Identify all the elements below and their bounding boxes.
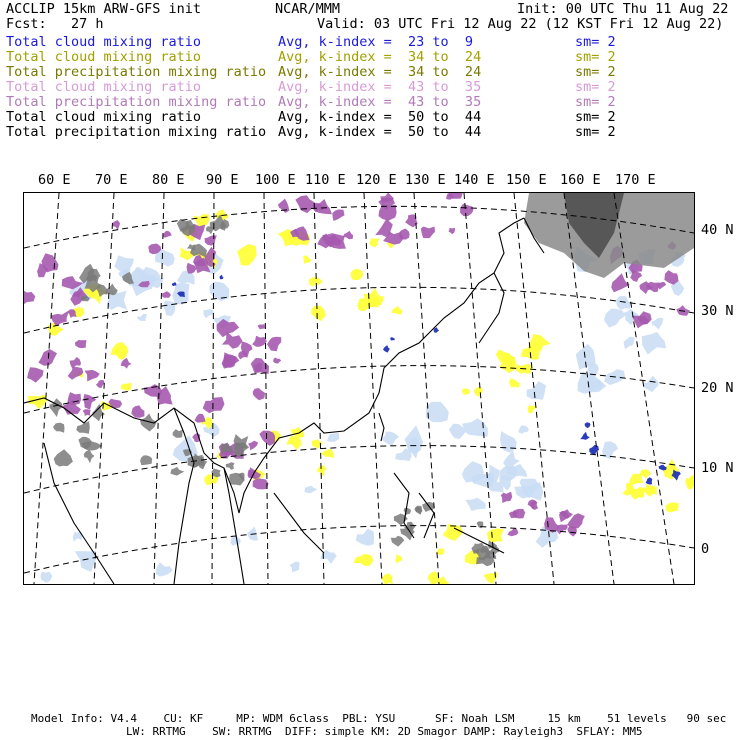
legend-smoothing: sm= 2: [575, 124, 616, 140]
field-patch: [391, 536, 405, 547]
field-patch: [156, 562, 173, 576]
field-patch: [327, 433, 339, 442]
field-patch: [422, 502, 435, 512]
legend-smoothing: sm= 2: [575, 64, 616, 80]
field-patch: [205, 235, 217, 245]
field-patch: [383, 345, 390, 353]
legend-row: [6, 80, 736, 95]
field-patch: [351, 269, 364, 280]
field-patch: [382, 432, 399, 447]
field-patch: [391, 306, 403, 315]
field-patch: [449, 424, 465, 439]
field-patch: [231, 536, 241, 546]
grid-line: [34, 193, 59, 584]
field-patch: [209, 282, 229, 302]
field-patch: [426, 402, 449, 422]
field-patch: [273, 358, 281, 364]
legend-row: [6, 95, 736, 110]
field-patch: [253, 388, 265, 400]
grid-line: [314, 193, 324, 584]
legend-level-range: Avg, k-index = 34 to 24: [278, 64, 482, 80]
latitude-label: 40 N: [701, 222, 734, 238]
longitude-label: 60 E: [38, 172, 71, 188]
field-patch: [41, 572, 53, 583]
field-patch: [643, 376, 659, 393]
coastline: [479, 273, 504, 343]
legend-level-range: Avg, k-index = 50 to 44: [278, 124, 482, 140]
field-patch: [226, 462, 235, 470]
legend-field-name: Total precipitation mixing ratio: [6, 124, 267, 140]
field-patch: [131, 405, 144, 418]
field-patch: [76, 421, 90, 434]
longitude-label: 70 E: [95, 172, 128, 188]
legend-field-name: Total cloud mixing ratio: [6, 49, 202, 65]
field-patch: [509, 378, 520, 387]
field-patch: [421, 227, 435, 239]
field-patch: [193, 214, 210, 226]
longitude-label: 160 E: [560, 172, 601, 188]
field-patch: [206, 226, 214, 234]
field-patch: [121, 383, 131, 391]
coastline: [44, 443, 114, 584]
legend-row: [6, 65, 736, 80]
field-patch: [507, 528, 518, 537]
field-patch: [203, 397, 225, 413]
map-canvas: [24, 193, 694, 584]
legend-level-range: Avg, k-index = 43 to 35: [278, 79, 482, 95]
field-patch: [449, 228, 456, 235]
field-patch: [28, 395, 48, 410]
field-patch: [404, 508, 411, 516]
field-patch: [645, 483, 655, 496]
field-patch: [112, 220, 120, 230]
field-patch: [528, 405, 536, 413]
field-patch: [312, 439, 323, 448]
field-patch: [220, 275, 224, 280]
field-patch: [237, 244, 257, 266]
field-patch: [567, 526, 576, 537]
field-patch: [390, 337, 395, 340]
field-patch: [580, 432, 590, 440]
field-patch: [204, 309, 215, 318]
field-patch: [500, 431, 517, 453]
field-patch: [291, 427, 305, 437]
field-patch: [356, 529, 374, 546]
field-patch: [651, 318, 663, 330]
field-patch: [501, 492, 512, 503]
field-patch: [278, 199, 290, 213]
field-patch: [163, 231, 172, 238]
legend-smoothing: sm= 2: [575, 49, 616, 65]
grid-line: [364, 193, 382, 584]
field-patch: [68, 367, 84, 380]
latitude-label: 10 N: [701, 460, 734, 476]
longitude-label: 110 E: [305, 172, 346, 188]
field-patch: [585, 422, 591, 428]
longitude-label: 150 E: [506, 172, 547, 188]
coastlines: [24, 218, 544, 584]
longitude-label: 140 E: [454, 172, 495, 188]
longitude-label: 120 E: [356, 172, 397, 188]
field-patch: [295, 195, 316, 213]
field-patch: [54, 449, 73, 466]
field-patch: [666, 502, 679, 512]
field-patch: [474, 387, 483, 397]
field-patch: [222, 355, 240, 369]
field-patch: [460, 204, 473, 216]
legend-field-name: Total cloud mixing ratio: [6, 79, 202, 95]
longitude-label: 170 E: [615, 172, 656, 188]
field-patch: [343, 231, 353, 239]
field-patch: [395, 554, 402, 564]
legend-smoothing: sm= 2: [575, 94, 616, 110]
latitude-label: 20 N: [701, 380, 734, 396]
map-title: ACCLIP 15km ARW-GFS init: [6, 1, 202, 17]
latitude-label: 30 N: [701, 303, 734, 319]
field-patch: [248, 441, 258, 451]
field-patch: [642, 332, 666, 355]
field-patch: [332, 210, 344, 222]
field-patch: [53, 423, 65, 433]
legend-field-name: Total precipitation mixing ratio: [6, 64, 267, 80]
coastline: [24, 218, 524, 513]
coastline: [274, 493, 324, 553]
legend-level-range: Avg, k-index = 23 to 9: [278, 34, 474, 50]
longitude-label: 100 E: [255, 172, 296, 188]
field-patch: [381, 573, 393, 584]
field-patch: [163, 300, 175, 316]
field-patch: [465, 498, 485, 511]
field-patch: [81, 441, 102, 450]
field-patch: [267, 337, 281, 352]
field-patch: [616, 296, 631, 310]
legend-field-name: Total precipitation mixing ratio: [6, 94, 267, 110]
field-patch: [187, 244, 196, 251]
field-patch: [369, 239, 379, 248]
legend-row: [6, 110, 736, 125]
field-patch: [140, 455, 152, 465]
field-patch: [67, 392, 81, 405]
field-patch: [96, 380, 104, 388]
longitude-label: 90 E: [206, 172, 239, 188]
longitude-label: 80 E: [152, 172, 185, 188]
field-patch: [259, 431, 275, 446]
field-patch: [646, 477, 653, 484]
forecast-hour: Fcst: 27 h: [6, 16, 104, 32]
legend-smoothing: sm= 2: [575, 79, 616, 95]
legend-level-range: Avg, k-index = 43 to 35: [278, 94, 482, 110]
valid-time: Valid: 03 UTC Fri 12 Aug 22 (12 KST Fri 12 Aug 22): [317, 16, 724, 32]
legend-level-range: Avg, k-index = 34 to 24: [278, 49, 482, 65]
coastline: [419, 493, 434, 538]
field-patch: [321, 449, 334, 458]
field-patch: [195, 414, 206, 423]
legend-field-name: Total cloud mixing ratio: [6, 34, 202, 50]
init-time: Init: 00 UTC Thu 11 Aug 22: [517, 1, 729, 17]
coastline: [224, 468, 244, 584]
field-patch: [83, 394, 96, 410]
field-patch: [604, 309, 625, 328]
field-patch: [462, 388, 470, 395]
legend-row: [6, 125, 736, 140]
field-patch: [664, 270, 678, 285]
field-patch: [286, 436, 302, 450]
legend-row: [6, 50, 736, 65]
field-patch: [75, 340, 87, 348]
legend-level-range: Avg, k-index = 50 to 44: [278, 109, 482, 125]
field-patch: [84, 450, 95, 463]
field-patch: [24, 288, 35, 307]
field-patch: [659, 465, 667, 471]
field-patch: [27, 367, 43, 382]
field-patch: [676, 305, 690, 316]
field-patch: [303, 255, 311, 264]
longitude-label: 130 E: [405, 172, 446, 188]
model-info-line1: Model Info: V4.4 CU: KF MP: WDM 6class PBL: YSU SF: Noah LSM 15 km 51 levels 90 sec: [31, 712, 727, 725]
field-patch: [253, 478, 269, 489]
field-patch: [252, 336, 267, 347]
forecast-map: [23, 192, 695, 585]
field-patch: [477, 521, 484, 528]
field-patch: [85, 370, 100, 382]
field-patch: [173, 429, 183, 438]
legend-smoothing: sm= 2: [575, 109, 616, 125]
field-patch: [629, 474, 643, 485]
field-patch: [304, 486, 317, 494]
grid-line: [24, 526, 694, 573]
legend-smoothing: sm= 2: [575, 34, 616, 50]
field-patch: [170, 467, 184, 476]
model-info-line2: LW: RRTMG SW: RRTMG DIFF: simple KM: 2D Smagor DAMP: Rayleigh3 SFLAY: MM5: [126, 725, 643, 738]
grid-line: [264, 193, 268, 584]
field-patch: [399, 229, 409, 240]
grid-line: [414, 193, 439, 584]
field-patch: [518, 425, 529, 434]
field-patch: [311, 306, 326, 322]
legend-row: [6, 35, 736, 50]
institution-label: NCAR/MMM: [275, 1, 341, 17]
field-patch: [258, 324, 265, 329]
grid-line: [94, 193, 114, 584]
latitude-label: 0: [701, 541, 710, 557]
field-patch: [290, 561, 300, 572]
field-patch: [354, 554, 374, 566]
field-patch: [83, 409, 91, 416]
field-patch: [162, 291, 171, 298]
field-patch: [624, 337, 635, 350]
field-patch: [527, 381, 546, 400]
legend-field-name: Total cloud mixing ratio: [6, 109, 202, 125]
field-patch: [137, 314, 147, 321]
coastline: [379, 413, 384, 441]
field-patch: [141, 267, 160, 281]
